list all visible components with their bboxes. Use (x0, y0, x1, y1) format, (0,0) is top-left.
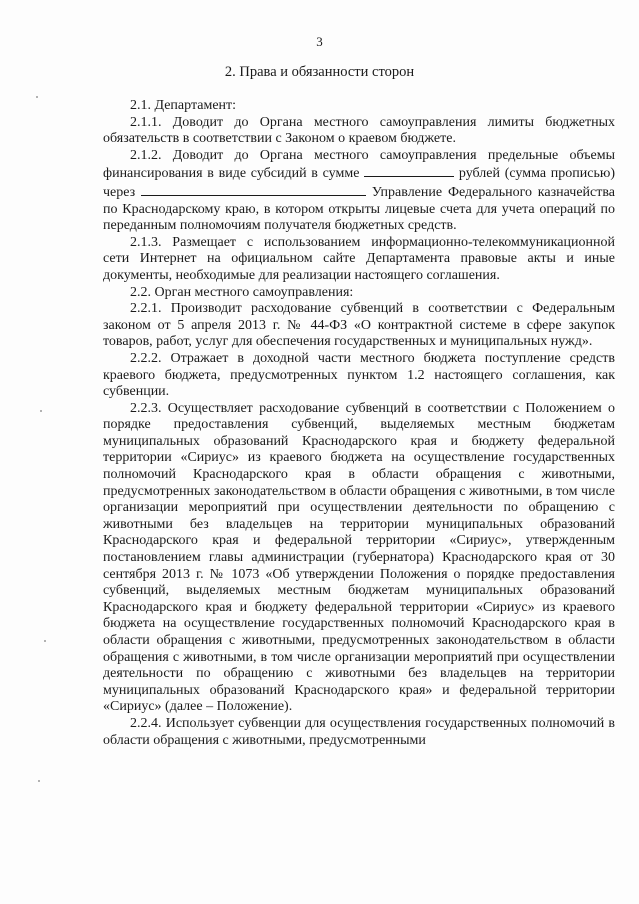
scan-speck (36, 96, 38, 98)
scan-speck (38, 780, 40, 782)
document-body (103, 98, 615, 749)
clause-2-2-2: 2.2.2. Отражает в доходной части местного бюджета поступление средств краевого бюджета, предусмотренных пунктом 1.2 настоящего соглашения, как субвенции. (103, 350, 615, 400)
scan-speck (40, 410, 42, 412)
clause-2-1-3: 2.1.3. Размещает с использованием информационно-телекоммуникационной сети Интернет на официальном сайте Департамента правовые акты и иные документы, необходимые для реализации настоящего соглашения. (103, 234, 615, 283)
clause-2-1-2 (103, 148, 615, 235)
clause-2-2-3: 2.2.3. Осуществляет расходование субвенций в соответствии с Положением о порядке предоставления субвенций, выделяемых местным бюджетам муниципальных образований Краснодарского края и бюджету федеральной территории «Сириус» из краевого бюджета на осуществление государственных полномочий Краснодарского края в области обращения с животными, предусмотренных законодательством в области обращения с животными, в том числе организации мероприятий при осуществлении деятельности по обращению с животными без владельцев на территории муниципальных образований Краснодарского края и федеральной территории «Сириус», утвержденным постановлением главы администрации (губернатора) Краснодарского края от 30 сентября 2013 г. № 1073 «Об утверждении Положения о порядке предоставления субвенций, выделяемых местным бюджетам муниципальных образований Краснодарского края и бюджету федеральной территории «Сириус» из краевого бюджета на осуществление государственных полномочий Краснодарского края в области обращения с животными, предусмотренных законодательством в области обращения с животными, в том числе организации мероприятий при осуществлении деятельности по обращению с животными без владельцев на территории муниципальных образований Краснодарского края» и федеральной территории «Сириус» (далее – Положение). (103, 400, 615, 715)
clause-2-1-2-start: 2.1.2. Доводит до Органа местного самоуправления предельные объемы финансирования в виде субсидий в сумме (103, 147, 615, 182)
clause-2-1-2-middle: рублей (сумма прописью) через (103, 166, 615, 200)
clause-2-2-1: 2.2.1. Производит расходование субвенций в соответствии с Федеральным законом от 5 апреля 2013 г. № 44-ФЗ «О контрактной системе в сфере закупок товаров, работ, услуг для обеспечения государственных и муниципальных нужд». (103, 301, 615, 350)
page-number: 3 (316, 34, 323, 49)
clause-2-1-2-end: Управление Федерального казначейства по Краснодарскому краю, в котором открыты лицевые счета для учета операций по переданным полномочиям получателя бюджетных средств. (103, 184, 616, 234)
scan-speck (44, 640, 46, 642)
clause-2-1: 2.1. Департамент: (130, 98, 237, 113)
clause-2-1-1: 2.1.1. Доводит до Органа местного самоуправления лимиты бюджетных обязательств в соответствии с Законом о краевом бюджете. (103, 114, 615, 147)
section-title: 2. Права и обязанности сторон (224, 64, 415, 80)
sum-blank-line (364, 164, 454, 177)
sum-words-blank-line (141, 183, 366, 196)
clause-2-2: 2.2. Орган местного самоуправления: (130, 284, 354, 300)
clause-2-2-4: 2.2.4. Использует субвенции для осуществления государственных полномочий в области обращения с животными, предусмотренными (103, 715, 615, 748)
